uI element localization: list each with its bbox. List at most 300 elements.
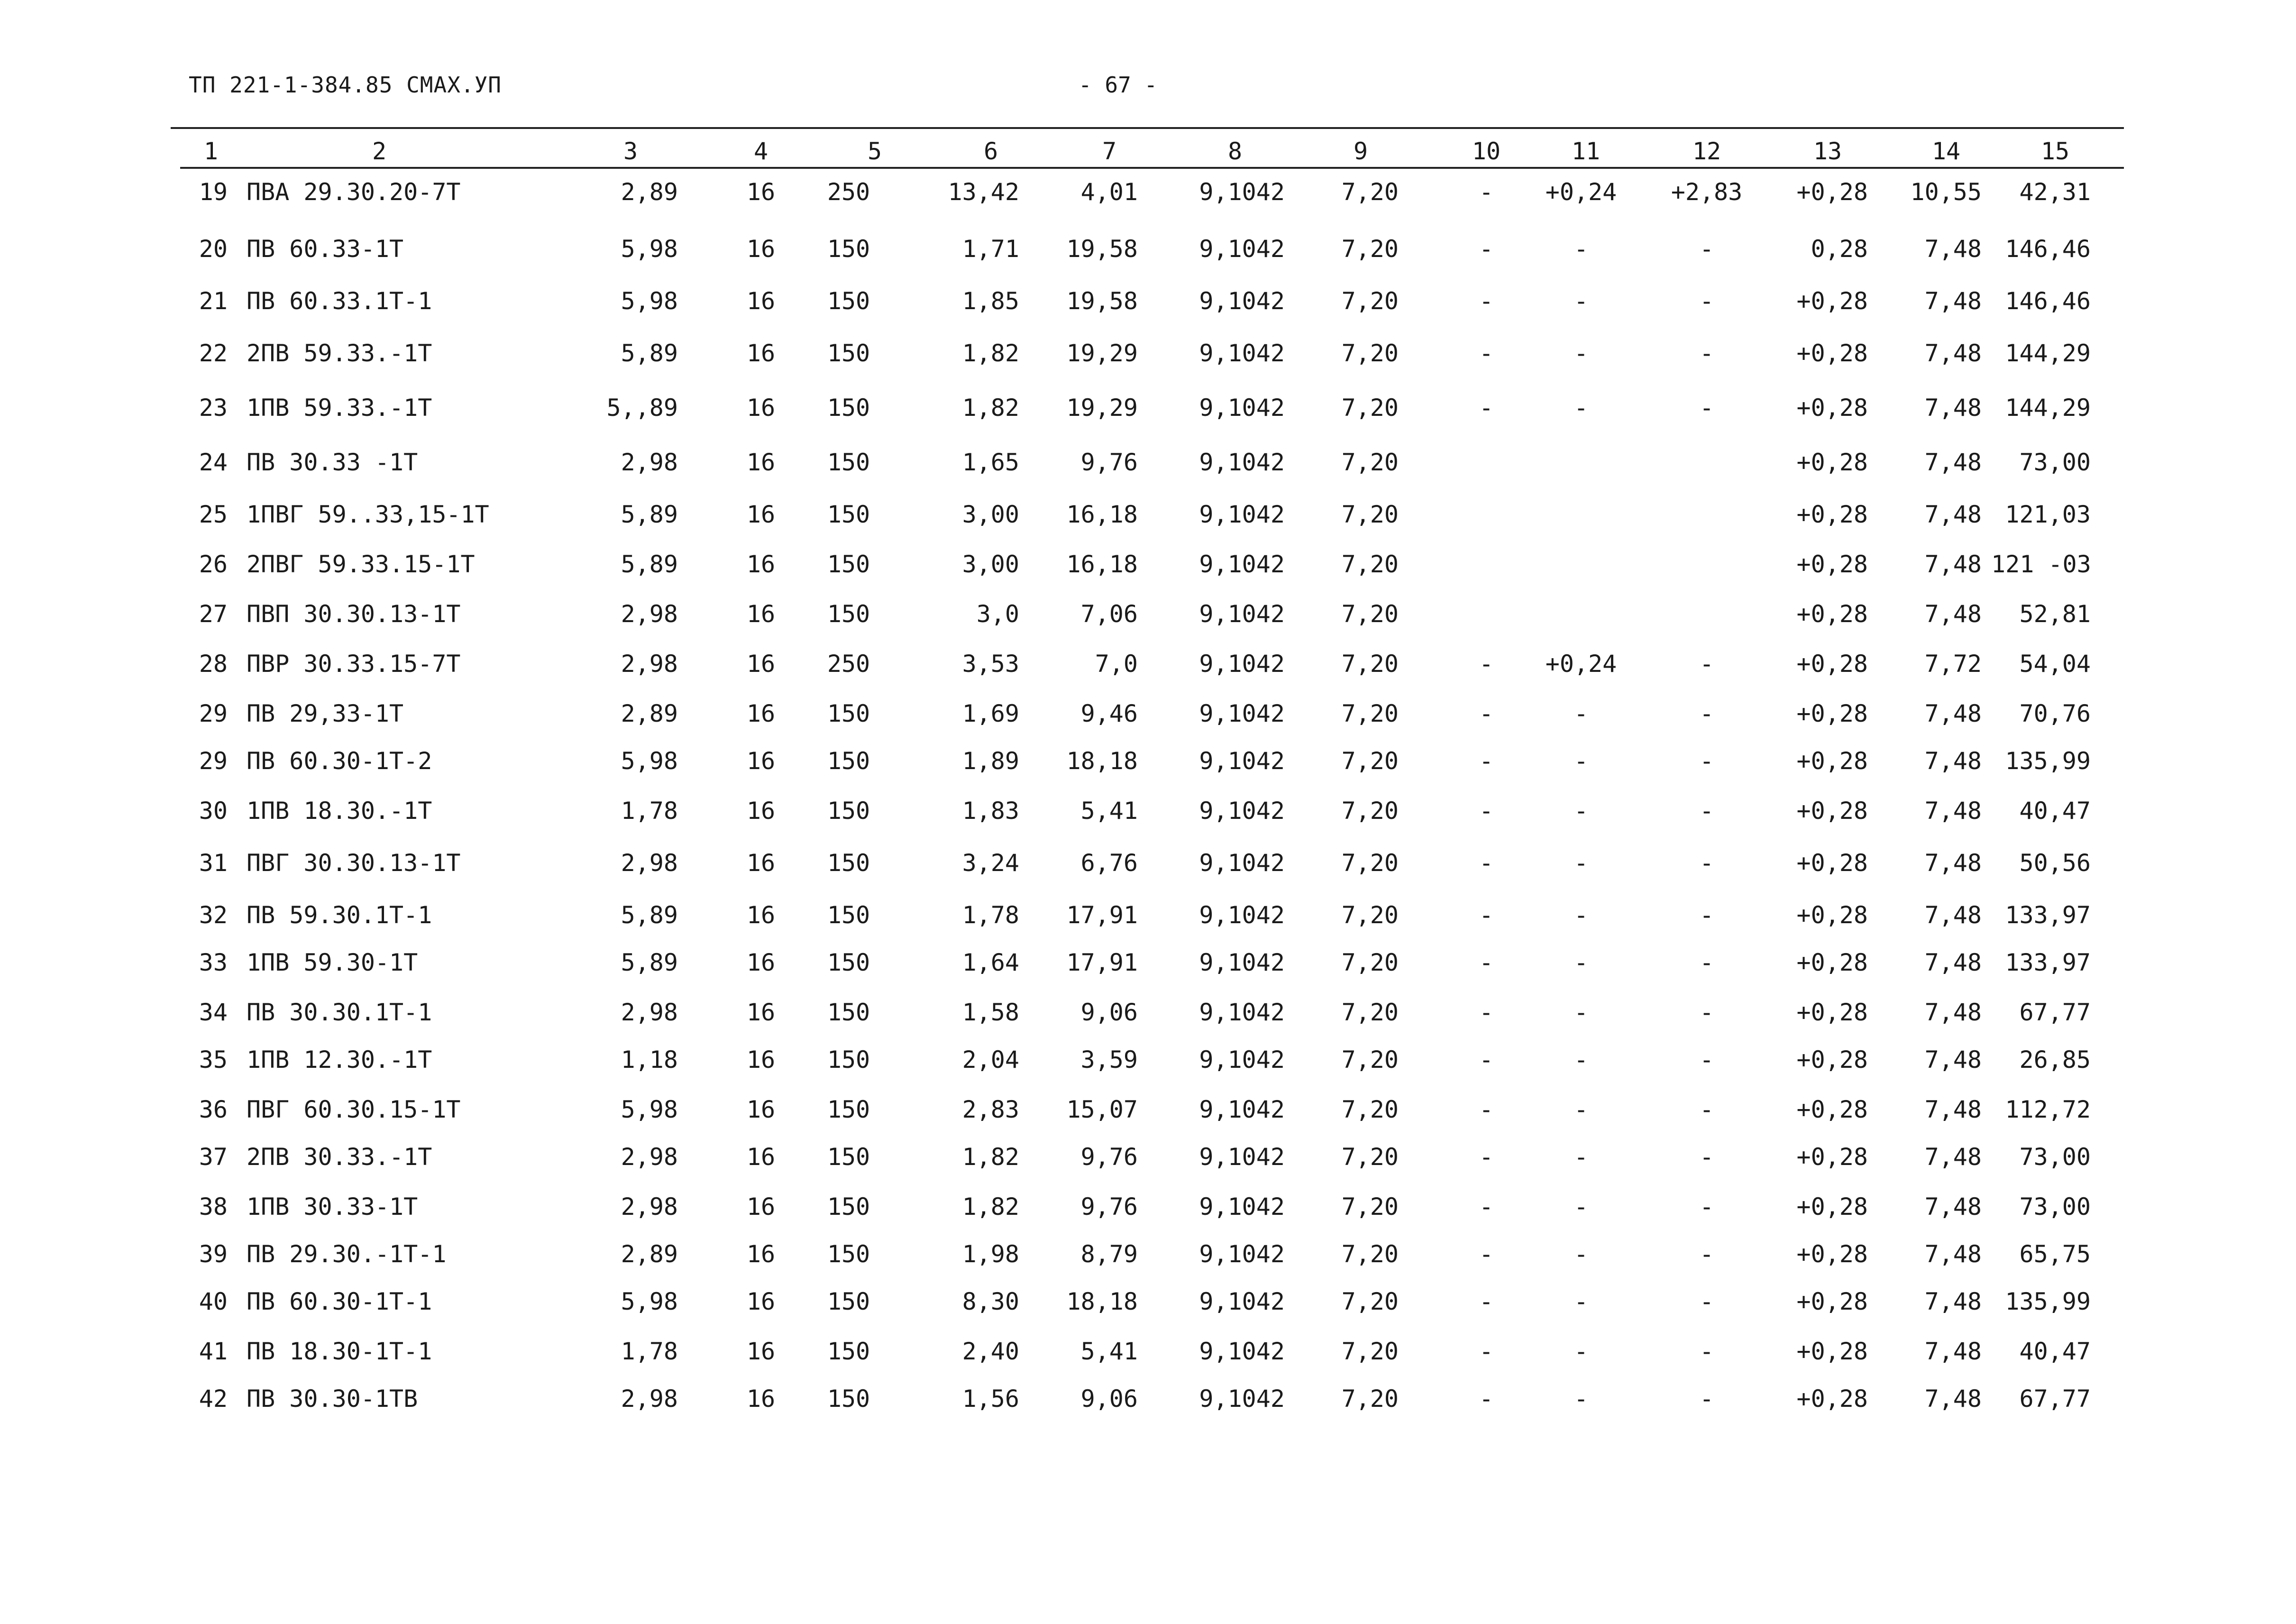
- table-cell: 7,20: [1341, 949, 1399, 976]
- table-cell: 133,97: [2005, 949, 2091, 976]
- table-cell: 7,48: [1924, 1193, 1982, 1220]
- table-cell: 121,03: [2005, 501, 2091, 528]
- table-cell: 73,00: [2019, 1193, 2091, 1220]
- table-row: [0, 230, 2296, 268]
- table-row: [0, 1188, 2296, 1226]
- table-cell: 9,1042: [1199, 700, 1285, 727]
- table-cell: 5,89: [621, 901, 678, 929]
- table-cell: +0,28: [1796, 600, 1868, 628]
- table-cell: 67,77: [2019, 999, 2091, 1026]
- table-cell: -: [1479, 999, 1494, 1026]
- table-cell: 1ПВ 12.30.-1Т: [247, 1046, 432, 1073]
- table-cell: +0,28: [1796, 339, 1868, 367]
- table-cell: 5,41: [1080, 797, 1138, 825]
- table-cell: -: [1479, 287, 1494, 315]
- table-cell: ПВ 59.30.1Т-1: [247, 901, 432, 929]
- table-cell: 52,81: [2019, 600, 2091, 628]
- table-cell: 1,56: [962, 1385, 1019, 1413]
- table-cell: 150: [827, 339, 870, 367]
- table-cell: 150: [827, 797, 870, 825]
- table-cell: 2,89: [621, 700, 678, 727]
- table-cell: 7,48: [1924, 1240, 1982, 1268]
- table-cell: 121 -03: [1991, 551, 2091, 578]
- column-number: 9: [1353, 138, 1368, 165]
- table-cell: -: [1479, 901, 1494, 929]
- table-cell: 30: [199, 797, 228, 825]
- table-cell: ПВ 29,33-1Т: [247, 700, 404, 727]
- table-cell: -: [1699, 1338, 1714, 1365]
- table-row: [0, 1138, 2296, 1176]
- table-cell: 9,1042: [1199, 178, 1285, 206]
- table-cell: +0,28: [1796, 700, 1868, 727]
- table-cell: 9,1042: [1199, 949, 1285, 976]
- table-cell: 1,58: [962, 999, 1019, 1026]
- table-cell: +0,28: [1796, 1288, 1868, 1315]
- table-cell: ПВ 18.30-1Т-1: [247, 1338, 432, 1365]
- table-cell: -: [1699, 1385, 1714, 1413]
- table-cell: 150: [827, 1193, 870, 1220]
- table-cell: -: [1699, 1096, 1714, 1123]
- table-cell: 7,20: [1341, 339, 1399, 367]
- table-cell: 9,1042: [1199, 339, 1285, 367]
- table-cell: 1,65: [962, 449, 1019, 476]
- table-cell: 9,1042: [1199, 999, 1285, 1026]
- table-cell: 16: [746, 551, 776, 578]
- table-cell: 20: [199, 235, 228, 263]
- table-cell: -: [1699, 797, 1714, 825]
- table-cell: 8,30: [962, 1288, 1019, 1315]
- table-cell: 150: [827, 551, 870, 578]
- table-cell: 7,48: [1924, 1385, 1982, 1413]
- table-cell: 1,78: [621, 797, 678, 825]
- table-cell: 16: [746, 1193, 776, 1220]
- table-cell: 2,89: [621, 178, 678, 206]
- column-number: 4: [753, 138, 768, 165]
- table-cell: 9,06: [1080, 999, 1138, 1026]
- column-number: 8: [1227, 138, 1243, 165]
- table-row: [0, 1041, 2296, 1079]
- table-cell: 19: [199, 178, 228, 206]
- table-cell: 16: [746, 1143, 776, 1171]
- table-cell: 150: [827, 1143, 870, 1171]
- table-cell: 2,83: [962, 1096, 1019, 1123]
- table-cell: 144,29: [2005, 394, 2091, 422]
- table-row: [0, 1380, 2296, 1418]
- table-cell: 34: [199, 999, 228, 1026]
- table-cell: -: [1479, 394, 1494, 422]
- table-cell: 7,20: [1341, 449, 1399, 476]
- table-cell: 5,89: [621, 501, 678, 528]
- table-row: [0, 389, 2296, 427]
- table-cell: 8,79: [1080, 1240, 1138, 1268]
- table-cell: 17,91: [1066, 949, 1138, 976]
- table-cell: +0,28: [1796, 999, 1868, 1026]
- table-cell: 7,20: [1341, 235, 1399, 263]
- table-cell: ПВП 30.30.13-1Т: [247, 600, 461, 628]
- table-cell: 150: [827, 1046, 870, 1073]
- table-row: [0, 944, 2296, 982]
- table-cell: 7,20: [1341, 700, 1399, 727]
- table-cell: 150: [827, 999, 870, 1026]
- table-cell: 9,1042: [1199, 449, 1285, 476]
- table-cell: -: [1479, 1193, 1494, 1220]
- table-cell: 16: [746, 339, 776, 367]
- table-cell: +0,28: [1796, 1385, 1868, 1413]
- column-number: 7: [1102, 138, 1117, 165]
- table-cell: -: [1573, 235, 1589, 263]
- table-cell: -: [1573, 1096, 1589, 1123]
- table-cell: 9,06: [1080, 1385, 1138, 1413]
- table-cell: +0,28: [1796, 1096, 1868, 1123]
- table-cell: 2,98: [621, 1143, 678, 1171]
- table-cell: 17,91: [1066, 901, 1138, 929]
- table-cell: 150: [827, 449, 870, 476]
- table-cell: 16,18: [1066, 501, 1138, 528]
- table-cell: ПВГ 60.30.15-1Т: [247, 1096, 461, 1123]
- table-cell: 1,69: [962, 700, 1019, 727]
- table-cell: ПВ 60.33-1Т: [247, 235, 404, 263]
- table-cell: 4,01: [1080, 178, 1138, 206]
- table-cell: 150: [827, 849, 870, 877]
- table-cell: 150: [827, 747, 870, 775]
- table-cell: 16: [746, 394, 776, 422]
- table-cell: 19,29: [1066, 394, 1138, 422]
- table-cell: 41: [199, 1338, 228, 1365]
- table-cell: 1,18: [621, 1046, 678, 1073]
- table-cell: 5,,89: [606, 394, 678, 422]
- table-cell: 16: [746, 901, 776, 929]
- table-cell: 18,18: [1066, 1288, 1138, 1315]
- table-cell: 7,48: [1924, 339, 1982, 367]
- table-cell: 7,48: [1924, 1143, 1982, 1171]
- table-cell: 2,98: [621, 999, 678, 1026]
- table-cell: 7,20: [1341, 600, 1399, 628]
- table-cell: 1,78: [962, 901, 1019, 929]
- table-row: [0, 844, 2296, 882]
- table-cell: 9,1042: [1199, 1096, 1285, 1123]
- table-cell: 150: [827, 501, 870, 528]
- table-cell: 135,99: [2005, 1288, 2091, 1315]
- table-cell: 16: [746, 999, 776, 1026]
- table-cell: 16: [746, 178, 776, 206]
- table-cell: -: [1573, 339, 1589, 367]
- table-row: [0, 695, 2296, 733]
- table-cell: 42: [199, 1385, 228, 1413]
- table-cell: 15,07: [1066, 1096, 1138, 1123]
- table-cell: 22: [199, 339, 228, 367]
- table-cell: 9,1042: [1199, 501, 1285, 528]
- table-cell: 135,99: [2005, 747, 2091, 775]
- table-cell: 29: [199, 747, 228, 775]
- table-cell: -: [1479, 1338, 1494, 1365]
- table-row: [0, 173, 2296, 211]
- table-cell: 9,76: [1080, 1143, 1138, 1171]
- table-cell: 9,1042: [1199, 797, 1285, 825]
- table-cell: 16: [746, 501, 776, 528]
- table-cell: 3,53: [962, 650, 1019, 678]
- table-cell: -: [1573, 1193, 1589, 1220]
- table-cell: -: [1699, 235, 1714, 263]
- table-cell: +0,24: [1545, 178, 1617, 206]
- table-cell: 7,20: [1341, 901, 1399, 929]
- table-cell: +0,28: [1796, 1193, 1868, 1220]
- table-cell: 70,76: [2019, 700, 2091, 727]
- table-cell: 150: [827, 1338, 870, 1365]
- table-cell: 16: [746, 1338, 776, 1365]
- table-cell: -: [1573, 1046, 1589, 1073]
- column-number: 11: [1571, 138, 1601, 165]
- table-cell: -: [1479, 1096, 1494, 1123]
- table-cell: 9,1042: [1199, 394, 1285, 422]
- top-rule: [171, 127, 2124, 129]
- table-cell: 37: [199, 1143, 228, 1171]
- table-cell: 19,58: [1066, 287, 1138, 315]
- table-cell: 16: [746, 1288, 776, 1315]
- table-cell: 7,48: [1924, 1096, 1982, 1123]
- table-cell: 16: [746, 747, 776, 775]
- table-cell: 150: [827, 949, 870, 976]
- table-cell: 7,48: [1924, 999, 1982, 1026]
- table-cell: -: [1699, 1240, 1714, 1268]
- table-cell: 7,48: [1924, 449, 1982, 476]
- table-cell: 42,31: [2019, 178, 2091, 206]
- table-cell: 16: [746, 797, 776, 825]
- table-cell: -: [1699, 1046, 1714, 1073]
- table-cell: -: [1479, 650, 1494, 678]
- table-cell: 9,1042: [1199, 650, 1285, 678]
- column-number: 2: [372, 138, 387, 165]
- table-cell: 2,98: [621, 849, 678, 877]
- table-cell: 65,75: [2019, 1240, 2091, 1268]
- table-row: [0, 993, 2296, 1031]
- table-cell: 16: [746, 650, 776, 678]
- table-cell: -: [1479, 700, 1494, 727]
- table-cell: 16: [746, 700, 776, 727]
- table-cell: -: [1699, 949, 1714, 976]
- table-row: [0, 645, 2296, 683]
- table-row: [0, 1091, 2296, 1129]
- table-cell: 2,98: [621, 449, 678, 476]
- table-cell: -: [1699, 1288, 1714, 1315]
- table-cell: 2ПВ 30.33.-1Т: [247, 1143, 432, 1171]
- table-cell: 9,76: [1080, 1193, 1138, 1220]
- table-cell: 54,04: [2019, 650, 2091, 678]
- table-cell: 3,59: [1080, 1046, 1138, 1073]
- table-cell: 18,18: [1066, 747, 1138, 775]
- table-cell: 7,48: [1924, 1338, 1982, 1365]
- table-cell: -: [1699, 700, 1714, 727]
- column-number: 15: [2040, 138, 2070, 165]
- table-cell: -: [1479, 849, 1494, 877]
- table-cell: 9,1042: [1199, 287, 1285, 315]
- table-cell: 7,48: [1924, 501, 1982, 528]
- table-cell: -: [1479, 1143, 1494, 1171]
- table-cell: 16: [746, 1046, 776, 1073]
- table-cell: 5,89: [621, 551, 678, 578]
- table-cell: 16: [746, 1385, 776, 1413]
- table-cell: 7,48: [1924, 901, 1982, 929]
- table-cell: 7,20: [1341, 501, 1399, 528]
- table-cell: 67,77: [2019, 1385, 2091, 1413]
- table-cell: 1,78: [621, 1338, 678, 1365]
- table-cell: 1,71: [962, 235, 1019, 263]
- table-cell: 0,28: [1811, 235, 1868, 263]
- column-number: 13: [1813, 138, 1842, 165]
- table-cell: -: [1479, 949, 1494, 976]
- table-cell: -: [1479, 1288, 1494, 1315]
- table-cell: 112,72: [2005, 1096, 2091, 1123]
- table-cell: 7,20: [1341, 1143, 1399, 1171]
- table-cell: 1,82: [962, 339, 1019, 367]
- table-cell: 150: [827, 1096, 870, 1123]
- table-cell: 9,1042: [1199, 1143, 1285, 1171]
- table-row: [0, 495, 2296, 533]
- table-row: [0, 896, 2296, 934]
- table-cell: 9,76: [1080, 449, 1138, 476]
- table-row: [0, 1332, 2296, 1370]
- table-cell: 7,72: [1924, 650, 1982, 678]
- table-cell: 7,20: [1341, 1193, 1399, 1220]
- table-cell: ПВ 30.33 -1Т: [247, 449, 418, 476]
- table-cell: 13,42: [948, 178, 1019, 206]
- table-cell: 2,89: [621, 1240, 678, 1268]
- table-cell: 7,20: [1341, 178, 1399, 206]
- table-cell: -: [1573, 1143, 1589, 1171]
- table-row: [0, 443, 2296, 481]
- column-number: 3: [623, 138, 638, 165]
- table-cell: -: [1699, 999, 1714, 1026]
- table-cell: +0,28: [1796, 551, 1868, 578]
- table-cell: 1,98: [962, 1240, 1019, 1268]
- table-cell: +0,28: [1796, 394, 1868, 422]
- table-cell: +0,28: [1796, 1143, 1868, 1171]
- table-cell: +0,28: [1796, 501, 1868, 528]
- table-cell: 2,98: [621, 600, 678, 628]
- table-cell: +2,83: [1671, 178, 1743, 206]
- table-cell: 26,85: [2019, 1046, 2091, 1073]
- table-cell: 3,24: [962, 849, 1019, 877]
- table-cell: 9,1042: [1199, 1193, 1285, 1220]
- table-cell: 7,20: [1341, 1288, 1399, 1315]
- table-cell: ПВ 60.30-1Т-1: [247, 1288, 432, 1315]
- table-cell: 7,48: [1924, 747, 1982, 775]
- table-cell: ПВ 30.30-1ТВ: [247, 1385, 418, 1413]
- table-cell: 7,20: [1341, 747, 1399, 775]
- table-cell: 16: [746, 949, 776, 976]
- table-cell: 7,20: [1341, 650, 1399, 678]
- table-cell: ПВГ 30.30.13-1Т: [247, 849, 461, 877]
- table-cell: 9,1042: [1199, 1385, 1285, 1413]
- table-cell: 2ПВГ 59.33.15-1Т: [247, 551, 475, 578]
- table-cell: 1,82: [962, 1193, 1019, 1220]
- table-cell: 1ПВ 30.33-1Т: [247, 1193, 418, 1220]
- table-cell: ПВА 29.30.20-7Т: [247, 178, 461, 206]
- table-cell: 27: [199, 600, 228, 628]
- table-cell: 2ПВ 59.33.-1Т: [247, 339, 432, 367]
- table-cell: -: [1573, 394, 1589, 422]
- table-cell: 73,00: [2019, 1143, 2091, 1171]
- table-cell: 21: [199, 287, 228, 315]
- table-cell: 16: [746, 449, 776, 476]
- table-cell: 9,1042: [1199, 1288, 1285, 1315]
- table-cell: 5,41: [1080, 1338, 1138, 1365]
- table-cell: 7,06: [1080, 600, 1138, 628]
- column-number: 5: [867, 138, 882, 165]
- table-row: [0, 334, 2296, 372]
- table-cell: 73,00: [2019, 449, 2091, 476]
- table-cell: 32: [199, 901, 228, 929]
- table-cell: -: [1699, 747, 1714, 775]
- table-cell: -: [1573, 999, 1589, 1026]
- table-cell: 1,82: [962, 394, 1019, 422]
- table-cell: -: [1699, 287, 1714, 315]
- table-cell: 9,46: [1080, 700, 1138, 727]
- table-cell: 38: [199, 1193, 228, 1220]
- table-cell: -: [1699, 650, 1714, 678]
- column-number: 1: [203, 138, 218, 165]
- table-cell: 7,48: [1924, 600, 1982, 628]
- table-row: [0, 595, 2296, 633]
- table-cell: 150: [827, 394, 870, 422]
- table-cell: -: [1479, 339, 1494, 367]
- document-code: ТП 221-1-384.85 СМАХ.УП: [189, 72, 502, 98]
- table-cell: 7,48: [1924, 394, 1982, 422]
- table-cell: 24: [199, 449, 228, 476]
- table-cell: 5,89: [621, 339, 678, 367]
- table-cell: 7,20: [1341, 551, 1399, 578]
- table-cell: 5,98: [621, 1288, 678, 1315]
- table-cell: 7,48: [1924, 797, 1982, 825]
- table-cell: -: [1573, 901, 1589, 929]
- table-cell: -: [1573, 747, 1589, 775]
- table-cell: 2,98: [621, 1193, 678, 1220]
- table-cell: 144,29: [2005, 339, 2091, 367]
- table-cell: -: [1573, 287, 1589, 315]
- table-cell: 7,20: [1341, 849, 1399, 877]
- column-number: 12: [1692, 138, 1721, 165]
- table-cell: +0,28: [1796, 1338, 1868, 1365]
- table-cell: -: [1573, 1288, 1589, 1315]
- table-row: [0, 792, 2296, 830]
- table-cell: 1,82: [962, 1143, 1019, 1171]
- table-cell: 40,47: [2019, 797, 2091, 825]
- table-cell: 33: [199, 949, 228, 976]
- table-cell: 1ПВ 18.30.-1Т: [247, 797, 432, 825]
- table-cell: 50,56: [2019, 849, 2091, 877]
- table-cell: ПВ 29.30.-1Т-1: [247, 1240, 447, 1268]
- table-cell: 9,1042: [1199, 235, 1285, 263]
- table-cell: 7,48: [1924, 949, 1982, 976]
- table-cell: -: [1479, 1385, 1494, 1413]
- table-cell: -: [1573, 1240, 1589, 1268]
- table-cell: 40,47: [2019, 1338, 2091, 1365]
- table-cell: +0,28: [1796, 178, 1868, 206]
- table-cell: ПВ 60.33.1Т-1: [247, 287, 432, 315]
- table-cell: +0,28: [1796, 449, 1868, 476]
- table-cell: 1ПВ 59.30-1Т: [247, 949, 418, 976]
- table-cell: 25: [199, 501, 228, 528]
- table-cell: 7,48: [1924, 1046, 1982, 1073]
- table-cell: 5,98: [621, 747, 678, 775]
- table-cell: 7,20: [1341, 1385, 1399, 1413]
- table-cell: 7,48: [1924, 849, 1982, 877]
- table-cell: ПВР 30.33.15-7Т: [247, 650, 461, 678]
- table-cell: 16: [746, 1240, 776, 1268]
- table-cell: 9,1042: [1199, 1240, 1285, 1268]
- table-cell: 19,58: [1066, 235, 1138, 263]
- table-cell: 31: [199, 849, 228, 877]
- table-cell: 150: [827, 235, 870, 263]
